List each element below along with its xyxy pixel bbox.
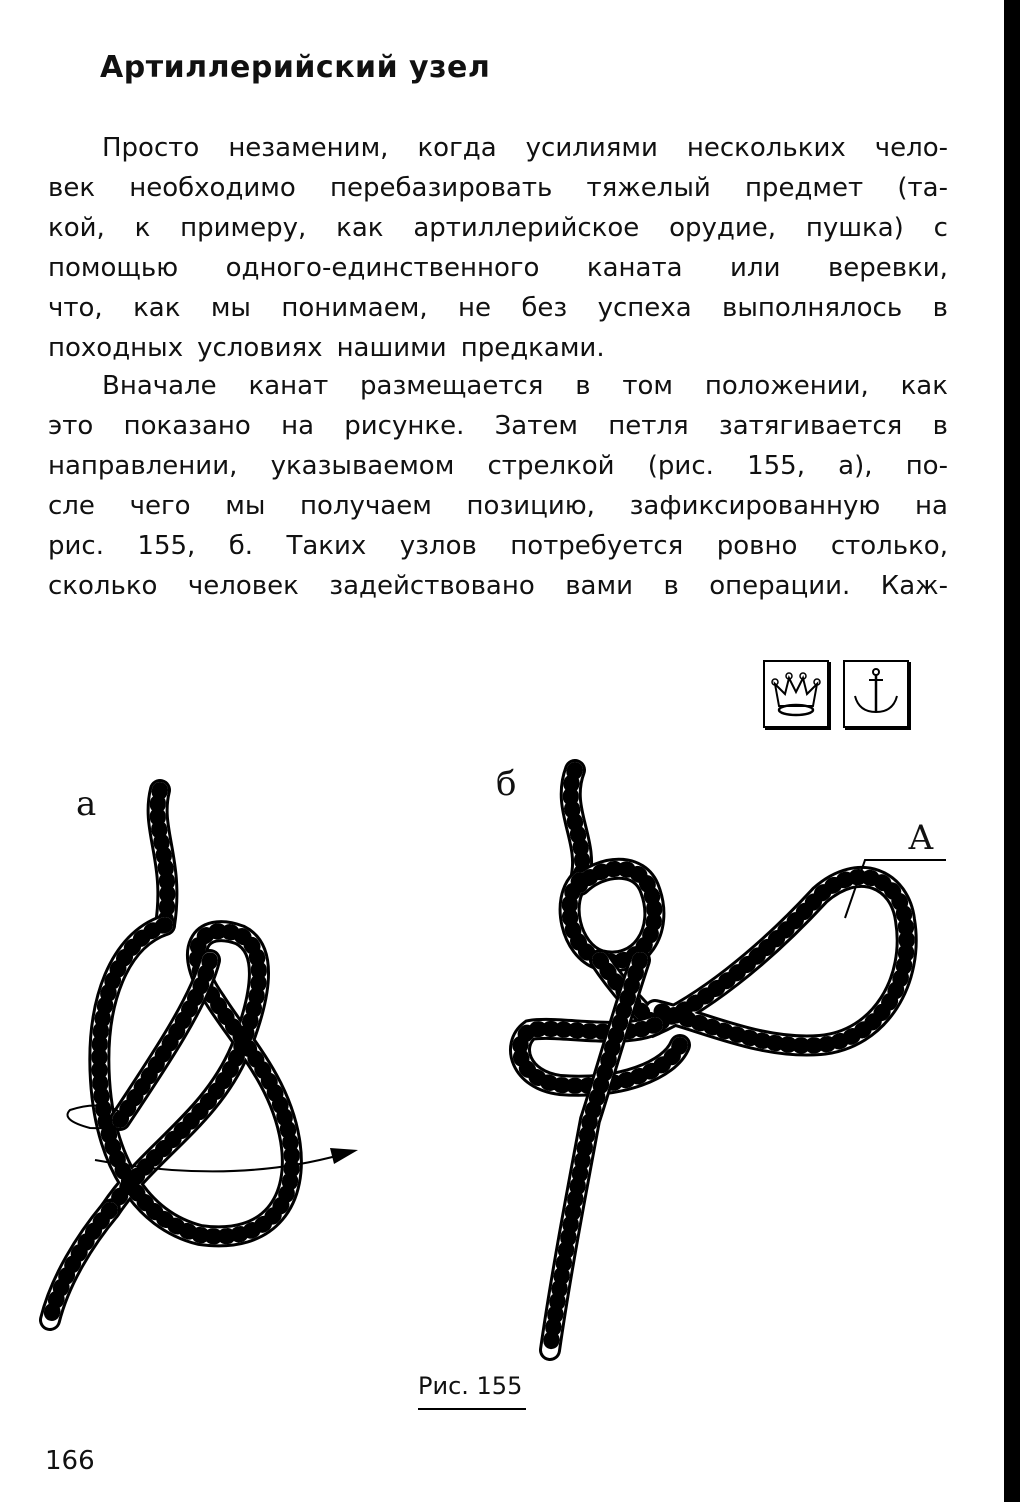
word: мы (225, 491, 266, 521)
word: мы (210, 293, 251, 323)
word: Затем (494, 411, 578, 441)
word: тяжелый (586, 173, 711, 203)
word: когда (417, 133, 497, 163)
callout-label-a: А (908, 818, 934, 858)
word: выполнялось (722, 293, 903, 323)
word: (рис. (647, 451, 714, 481)
word: размещается (360, 371, 544, 401)
word: показано (123, 411, 251, 441)
word: указываемом (270, 451, 455, 481)
word: Просто (102, 133, 200, 163)
word: Таких (286, 531, 367, 561)
word: что, (48, 293, 103, 323)
word: к (134, 213, 151, 243)
word: или (730, 253, 781, 283)
word: это (48, 411, 94, 441)
word: затягивается (718, 411, 903, 441)
figure-caption: Рис. 155 (418, 1372, 523, 1400)
word: на (281, 411, 315, 441)
word: в (932, 411, 948, 441)
word: зафиксированную (629, 491, 881, 521)
word: 155, (137, 531, 196, 561)
word: потребуется (510, 531, 684, 561)
word: не (457, 293, 491, 323)
page-number: 166 (45, 1446, 95, 1476)
word: петля (608, 411, 689, 441)
word: рисунке. (344, 411, 465, 441)
word: а), (838, 451, 873, 481)
word: чело- (874, 133, 948, 163)
rope-segment (550, 960, 640, 1350)
scan-edge (1004, 0, 1020, 1502)
word: артиллерийское (413, 213, 640, 243)
word: на (914, 491, 948, 521)
rope-segment (570, 869, 655, 962)
word: 155, (747, 451, 805, 481)
word: одного-единственного (225, 253, 540, 283)
word: кой, (48, 213, 105, 243)
word: как (133, 293, 181, 323)
word: сколько (48, 571, 158, 601)
word: по- (905, 451, 948, 481)
word: б. (228, 531, 254, 561)
word: век (48, 173, 96, 203)
word: в (932, 293, 948, 323)
word: походных (48, 333, 184, 363)
word: с (933, 213, 948, 243)
word: (та- (897, 173, 948, 203)
word: положении, (704, 371, 869, 401)
arrowhead-icon (330, 1148, 358, 1164)
word: позицию, (466, 491, 595, 521)
word: рис. (48, 531, 104, 561)
caption-rule (418, 1408, 526, 1410)
word: веревки, (827, 253, 948, 283)
word: нашими (336, 333, 447, 363)
word: необходимо (129, 173, 296, 203)
figure-label-a: а (76, 784, 97, 824)
word: задействовано (329, 571, 535, 601)
word: нескольких (686, 133, 846, 163)
word: том (622, 371, 674, 401)
word: Вначале (102, 371, 217, 401)
word: чего (129, 491, 191, 521)
word: вами (565, 571, 633, 601)
figure-label-b: б (496, 764, 517, 804)
word: предмет (744, 173, 864, 203)
section-title: Артиллерийский узел (100, 50, 491, 85)
word: пушка) (805, 213, 904, 243)
word: узлов (399, 531, 477, 561)
word: успеха (597, 293, 692, 323)
rope-segment (50, 1210, 110, 1320)
word: в (575, 371, 591, 401)
word: как (336, 213, 384, 243)
word: без (521, 293, 568, 323)
word: столько, (830, 531, 948, 561)
word: ровно (716, 531, 798, 561)
word: каната (586, 253, 683, 283)
word: Каж- (880, 571, 948, 601)
word: направлении, (48, 451, 238, 481)
word: в (663, 571, 679, 601)
word: канат (248, 371, 329, 401)
word: незаменим, (228, 133, 389, 163)
word: перебазировать (330, 173, 553, 203)
word: примеру, (180, 213, 307, 243)
word: человек (187, 571, 299, 601)
word: операции. (709, 571, 851, 601)
rope-segment (120, 960, 210, 1120)
word: сле (48, 491, 95, 521)
word: усилиями (525, 133, 658, 163)
word: как (900, 371, 948, 401)
word: предками. (460, 333, 605, 363)
word: стрелкой (487, 451, 615, 481)
word: понимаем, (281, 293, 428, 323)
word: помощью (48, 253, 179, 283)
word: получаем (300, 491, 432, 521)
word: орудие, (669, 213, 777, 243)
word: условиях (197, 333, 323, 363)
